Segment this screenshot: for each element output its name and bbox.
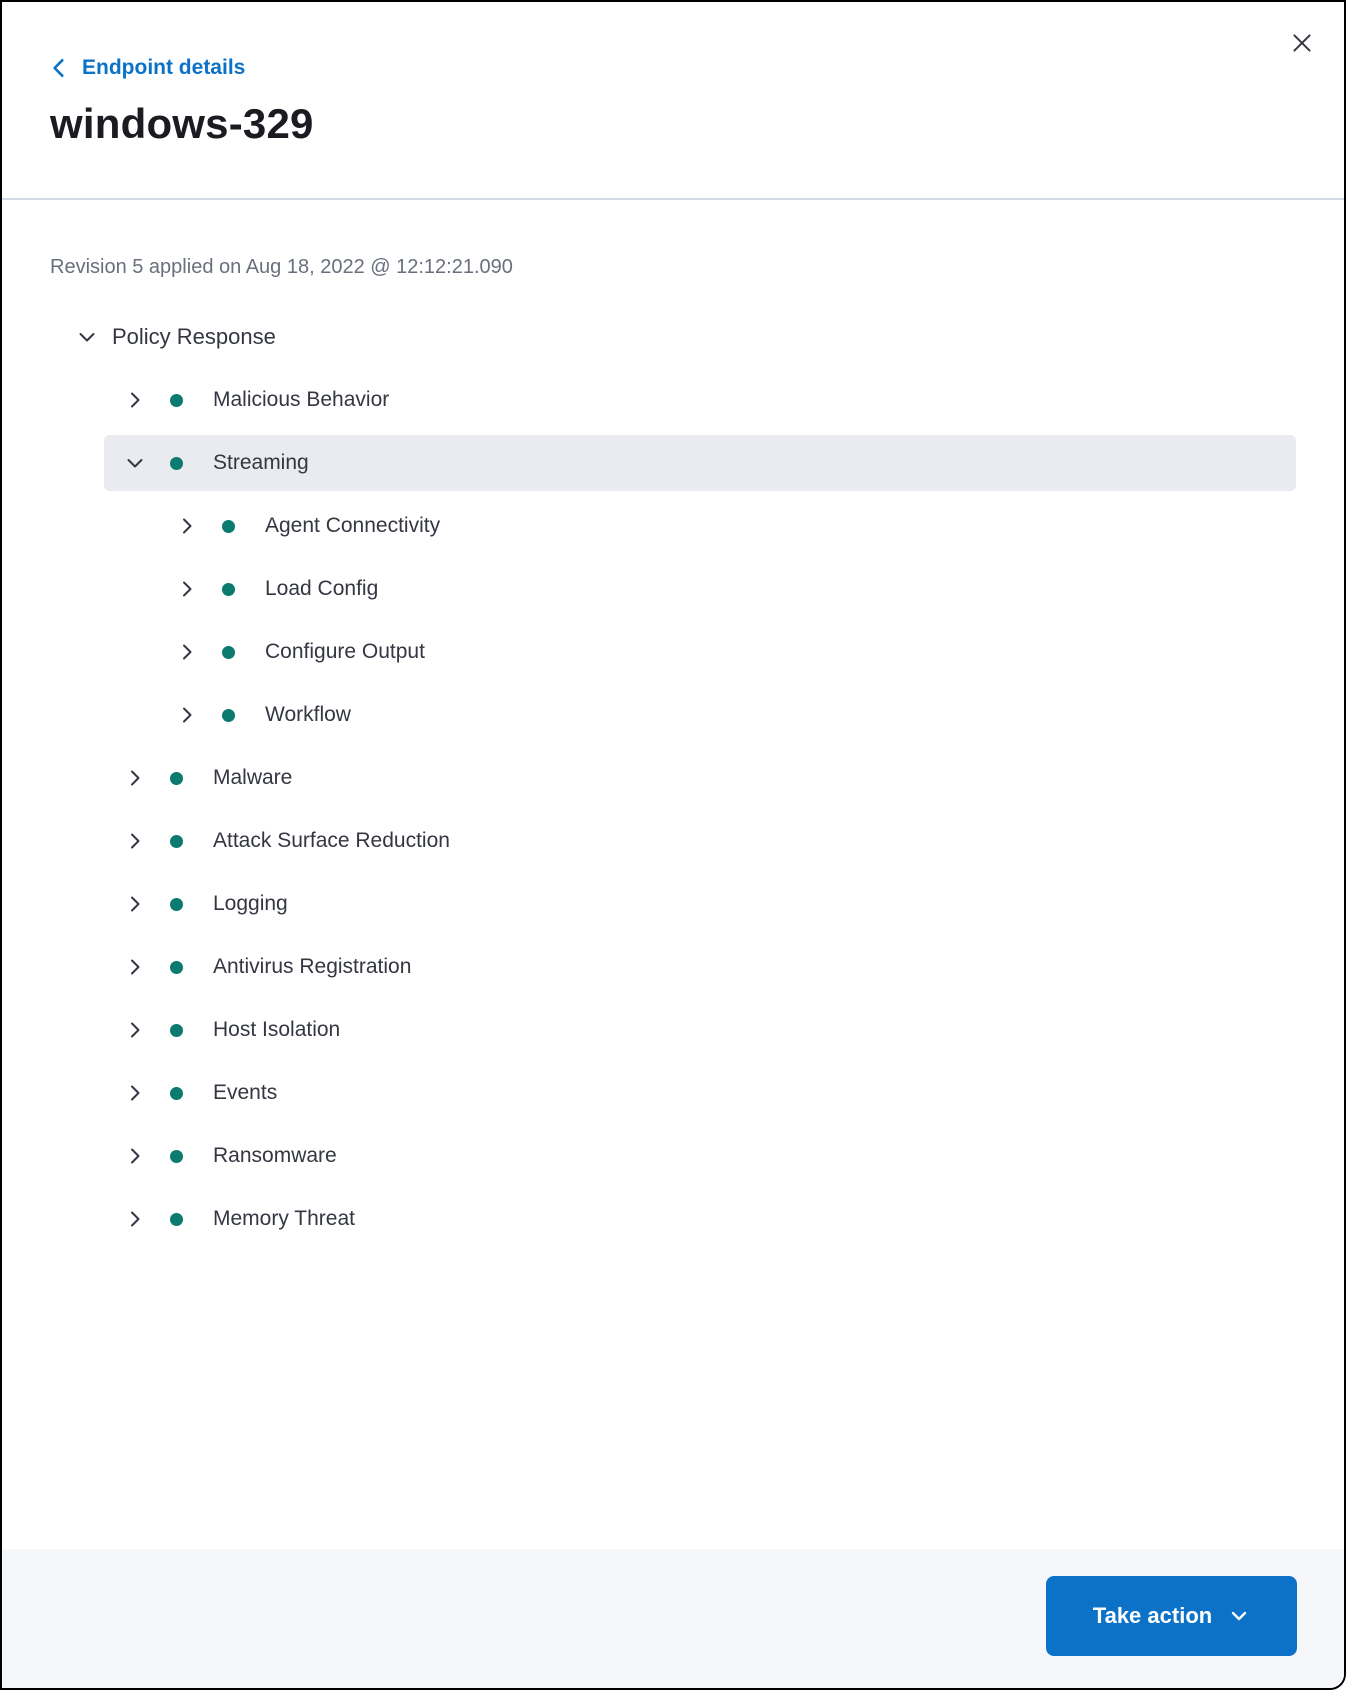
tree-row-attack-surface-reduction[interactable]	[104, 813, 1296, 869]
chevron-right-icon	[177, 515, 197, 537]
status-dot	[170, 961, 183, 974]
chevron-right-icon	[125, 1082, 145, 1104]
tree-item-label: Attack Surface Reduction	[213, 829, 450, 852]
status-dot	[170, 394, 183, 407]
chevron-right-icon	[177, 641, 197, 663]
chevron-right-icon	[125, 956, 145, 978]
tree-row-malware[interactable]	[104, 750, 1296, 806]
flyout-header	[2, 2, 1344, 200]
take-action-label: Take action	[1092, 1603, 1213, 1628]
tree-root-label: Policy Response	[112, 324, 276, 349]
tree-row-host-isolation[interactable]	[104, 1002, 1296, 1058]
back-link-endpoint-details[interactable]	[50, 56, 245, 80]
tree-item-label: Load Config	[265, 577, 379, 600]
status-dot	[170, 1024, 183, 1037]
close-icon	[1289, 30, 1315, 59]
status-dot	[170, 1087, 183, 1100]
tree-row-configure-output[interactable]	[156, 624, 1296, 680]
take-action-button[interactable]	[1046, 1576, 1297, 1656]
tree-row-antivirus-registration[interactable]	[104, 939, 1296, 995]
status-dot	[170, 898, 183, 911]
chevron-right-icon	[177, 704, 197, 726]
status-dot	[170, 1150, 183, 1163]
tree-item-label: Antivirus Registration	[213, 955, 412, 978]
chevron-right-icon	[125, 1019, 145, 1041]
back-link-label: Endpoint details	[82, 56, 246, 79]
status-dot	[222, 709, 235, 722]
chevron-left-icon	[50, 57, 68, 79]
chevron-right-icon	[177, 578, 197, 600]
tree-item-label: Host Isolation	[213, 1018, 341, 1041]
status-dot	[222, 583, 235, 596]
chevron-right-icon	[125, 1145, 145, 1167]
tree-item-label: Malware	[213, 766, 293, 789]
tree-item-label: Configure Output	[265, 640, 425, 663]
tree-item-label: Logging	[213, 892, 288, 915]
status-dot	[170, 1213, 183, 1226]
tree-row-logging[interactable]	[104, 876, 1296, 932]
status-dot	[222, 646, 235, 659]
status-dot	[170, 772, 183, 785]
tree-root-policy-response[interactable]	[50, 316, 1296, 358]
tree-row-agent-connectivity[interactable]	[156, 498, 1296, 554]
close-button[interactable]	[1284, 26, 1320, 62]
chevron-right-icon	[125, 893, 145, 915]
tree-row-load-config[interactable]	[156, 561, 1296, 617]
chevron-down-icon	[1228, 1605, 1250, 1627]
page-title: windows-329	[50, 100, 314, 147]
tree-row-memory-threat[interactable]	[104, 1191, 1296, 1247]
tree-item-label: Streaming	[213, 451, 309, 474]
policy-response-tree	[50, 316, 1296, 1247]
status-dot	[222, 520, 235, 533]
status-dot	[170, 457, 183, 470]
tree-item-label: Ransomware	[213, 1144, 337, 1167]
tree-item-label: Malicious Behavior	[213, 388, 390, 411]
tree-row-workflow[interactable]	[156, 687, 1296, 743]
chevron-right-icon	[125, 830, 145, 852]
chevron-down-icon	[124, 452, 146, 474]
tree-row-malicious-behavior[interactable]	[104, 372, 1296, 428]
tree-row-events[interactable]	[104, 1065, 1296, 1121]
chevron-right-icon	[125, 767, 145, 789]
revision-note: Revision 5 applied on Aug 18, 2022 @ 12:12:21.090	[50, 256, 513, 278]
tree-item-label: Memory Threat	[213, 1207, 355, 1230]
flyout-footer	[2, 1549, 1344, 1688]
tree-row-streaming[interactable]	[104, 435, 1296, 491]
tree-row-ransomware[interactable]	[104, 1128, 1296, 1184]
status-dot	[170, 835, 183, 848]
tree-item-label: Agent Connectivity	[265, 514, 441, 537]
chevron-right-icon	[125, 389, 145, 411]
chevron-down-icon[interactable]	[76, 326, 98, 348]
tree-rows	[50, 372, 1296, 1247]
tree-item-label: Events	[213, 1081, 278, 1104]
tree-item-label: Workflow	[265, 703, 351, 726]
flyout-body	[2, 254, 1344, 1247]
chevron-right-icon	[125, 1208, 145, 1230]
